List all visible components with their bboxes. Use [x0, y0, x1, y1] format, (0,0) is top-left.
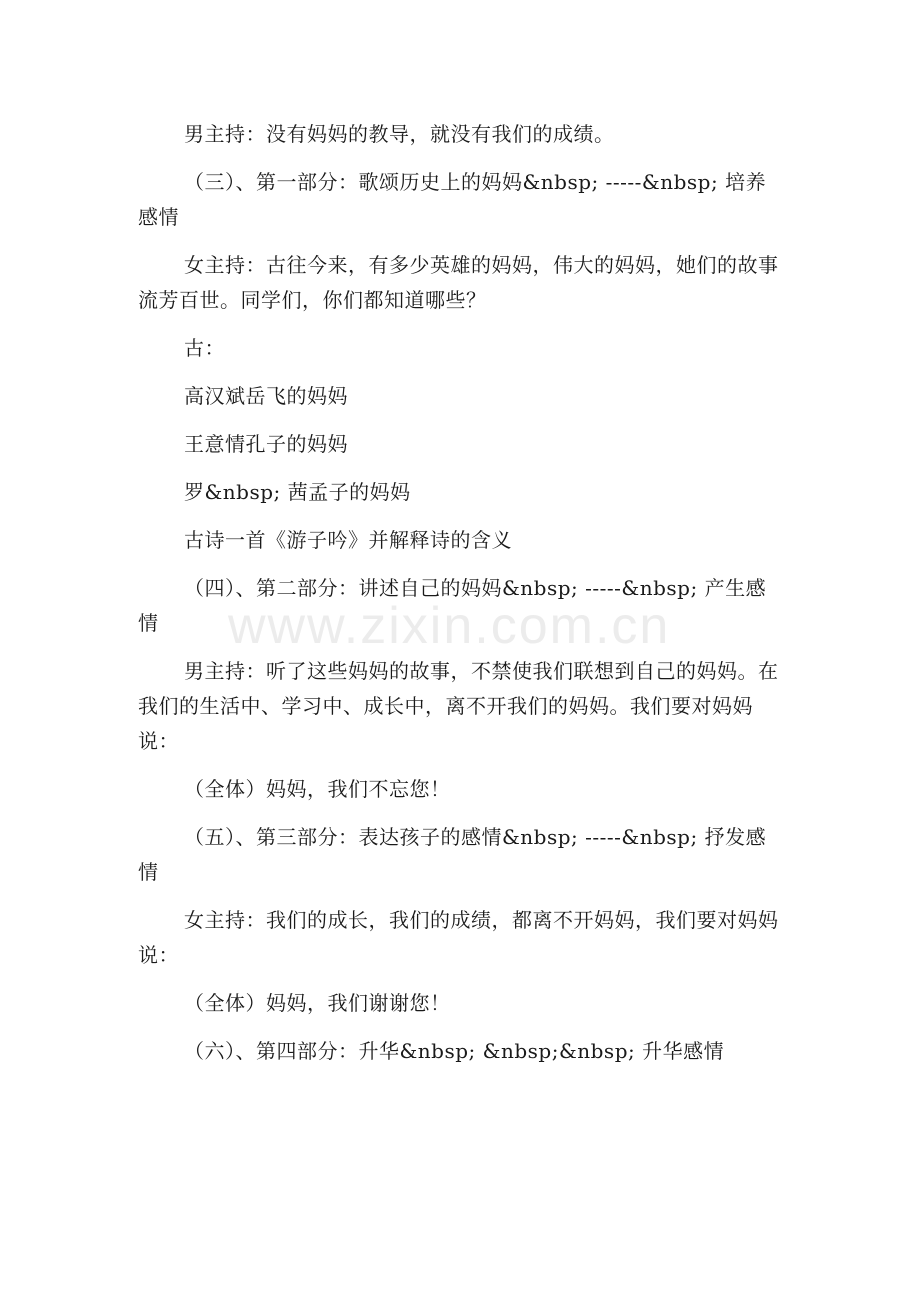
list-item-confucius: 王意情孔子的妈妈	[184, 432, 348, 456]
section-heading-6: （六）、第四部分：升华&nbsp; &nbsp;&nbsp; 升华感情	[184, 1039, 725, 1063]
paragraph-all-2: （全体）妈妈，我们谢谢您！	[184, 991, 451, 1015]
paragraph-female-host-1: 女主持：古往今来，有多少英雄的妈妈，伟大的妈妈，她们的故事流芳百世。同学们，你们都知道哪些？	[138, 253, 779, 312]
section-heading-5: （五）、第三部分：表达孩子的感情&nbsp; -----&nbsp; 抒发感情	[138, 825, 767, 884]
document-body	[138, 117, 782, 1069]
list-item-yuefei: 高汉斌岳飞的妈妈	[184, 384, 348, 408]
paragraph-male-host-2: 男主持：听了这些妈妈的故事，不禁使我们联想到自己的妈妈。在我们的生活中、学习中、成长中，离不开我们的妈妈。我们要对妈妈说：	[138, 659, 779, 753]
section-heading-3: （三）、第一部分：歌颂历史上的妈妈&nbsp; -----&nbsp; 培养感情	[138, 170, 767, 229]
list-item-poem: 古诗一首《游子吟》并解释诗的含义	[184, 528, 512, 552]
paragraph-ancient-label: 古：	[184, 336, 225, 360]
watermark: www.zixin.com.cn	[228, 597, 671, 655]
section-heading-4: （四）、第二部分：讲述自己的妈妈&nbsp; -----&nbsp; 产生感情	[138, 576, 767, 635]
paragraph-male-host-1: 男主持：没有妈妈的教导，就没有我们的成绩。	[184, 122, 615, 146]
paragraph-female-host-2: 女主持：我们的成长，我们的成绩，都离不开妈妈，我们要对妈妈说：	[138, 908, 779, 967]
paragraph-all-1: （全体）妈妈，我们不忘您！	[184, 777, 451, 801]
list-item-mencius: 罗&nbsp; 茜孟子的妈妈	[184, 480, 411, 504]
